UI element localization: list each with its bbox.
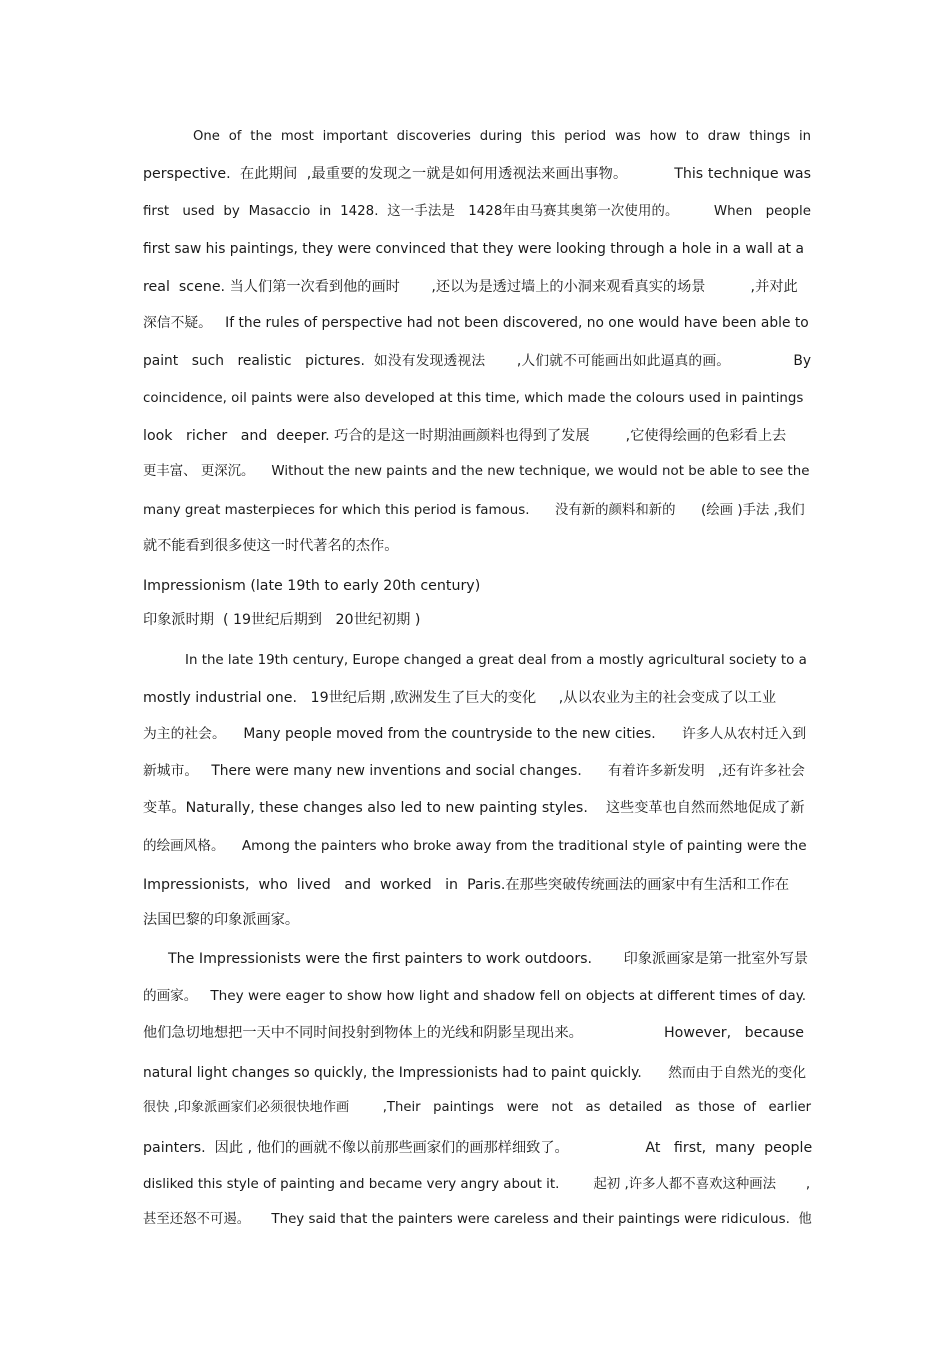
text-line: 的绘画风格。 Among the painters who broke away from the traditional style of painting were the <box>143 838 807 854</box>
text-line: 甚至还怒不可遏。 They said that the painters were careless and their paintings were ridiculous. 他 <box>143 1212 812 1227</box>
text-line: 就不能看到很多使这一时代著名的杰作。 <box>143 538 399 554</box>
text-line: painters. 因此 , 他们的画就不像以前那些画家们的画那样细致了。 At first, many people <box>143 1140 813 1156</box>
text-line: One of the most important discoveries during this period was how to draw things in <box>193 129 811 144</box>
text-line: perspective. 在此期间 ,最重要的发现之一就是如何用透视法来画出事物。 This technique was <box>143 166 811 182</box>
text-line: Impressionists, who lived and worked in Paris.在那些突破传统画法的画家中有生活和工作在 <box>143 877 790 893</box>
section-heading-cn: 印象派时期 ( 19世纪后期到 20世纪初期 ) <box>143 612 421 628</box>
text-line: 的画家。 They were eager to show how light and shadow fell on objects at different times of day. <box>143 988 807 1004</box>
text-line: look richer and deeper. 巧合的是这一时期油画颜料也得到了发展 ,它使得绘画的色彩看上去 <box>143 428 787 444</box>
section-heading: Impressionism (late 19th to early 20th century) <box>143 578 481 594</box>
text-line: mostly industrial one. 19世纪后期 ,欧洲发生了巨大的变化 ,从以农业为主的社会变成了以工业 <box>143 690 777 706</box>
text-line: 他们急切地想把一天中不同时间投射到物体上的光线和阴影呈现出来。 However, because <box>143 1025 805 1041</box>
text-line: many great masterpieces for which this period is famous. 没有新的颜料和新的 (绘画 )手法 ,我们 <box>143 503 805 518</box>
text-line: disliked this style of painting and became very angry about it. 起初 ,许多人都不喜欢这种画法 , <box>143 1177 811 1192</box>
text-line: The Impressionists were the first painters to work outdoors. 印象派画家是第一批室外写景 <box>168 951 809 967</box>
text-line: 变革。Naturally, these changes also led to new painting styles. 这些变革也自然而然地促成了新 <box>143 800 805 816</box>
text-line: 新城市。 There were many new inventions and social changes. 有着许多新发明 ,还有许多社会 <box>143 763 805 779</box>
text-line: coincidence, oil paints were also developed at this time, which made the colours used in paintings <box>143 391 804 406</box>
text-line: natural light changes so quickly, the Impressionists had to paint quickly. 然而由于自然光的变化 <box>143 1065 807 1081</box>
text-line: 更丰富、 更深沉。 Without the new paints and the new technique, we would not be able to see the <box>143 464 810 479</box>
text-line: paint such realistic pictures. 如没有发现透视法 ,人们就不可能画出如此逼真的画。 By <box>143 353 811 369</box>
text-line: first saw his paintings, they were convinced that they were looking through a hole in a wall at a <box>143 241 804 257</box>
text-line: 为主的社会。 Many people moved from the countryside to the new cities. 许多人从农村迁入到 <box>143 726 807 742</box>
text-line: first used by Masaccio in 1428. 这一手法是 1428年由马赛其奥第一次使用的。 When people <box>143 204 811 219</box>
text-line: 很快 ,印象派画家们必须很快地作画 ,Their paintings were not as detailed as those of earlier <box>143 1100 812 1115</box>
text-line: 深信不疑。 If the rules of perspective had not been discovered, no one would have been able to <box>143 315 809 331</box>
text-line: 法国巴黎的印象派画家。 <box>143 912 300 928</box>
text-line: In the late 19th century, Europe changed a great deal from a mostly agricultural society to a <box>185 653 807 668</box>
text-line: real scene. 当人们第一次看到他的画时 ,还以为是透过墙上的小洞来观看真实的场景 ,并对此 <box>143 279 798 295</box>
